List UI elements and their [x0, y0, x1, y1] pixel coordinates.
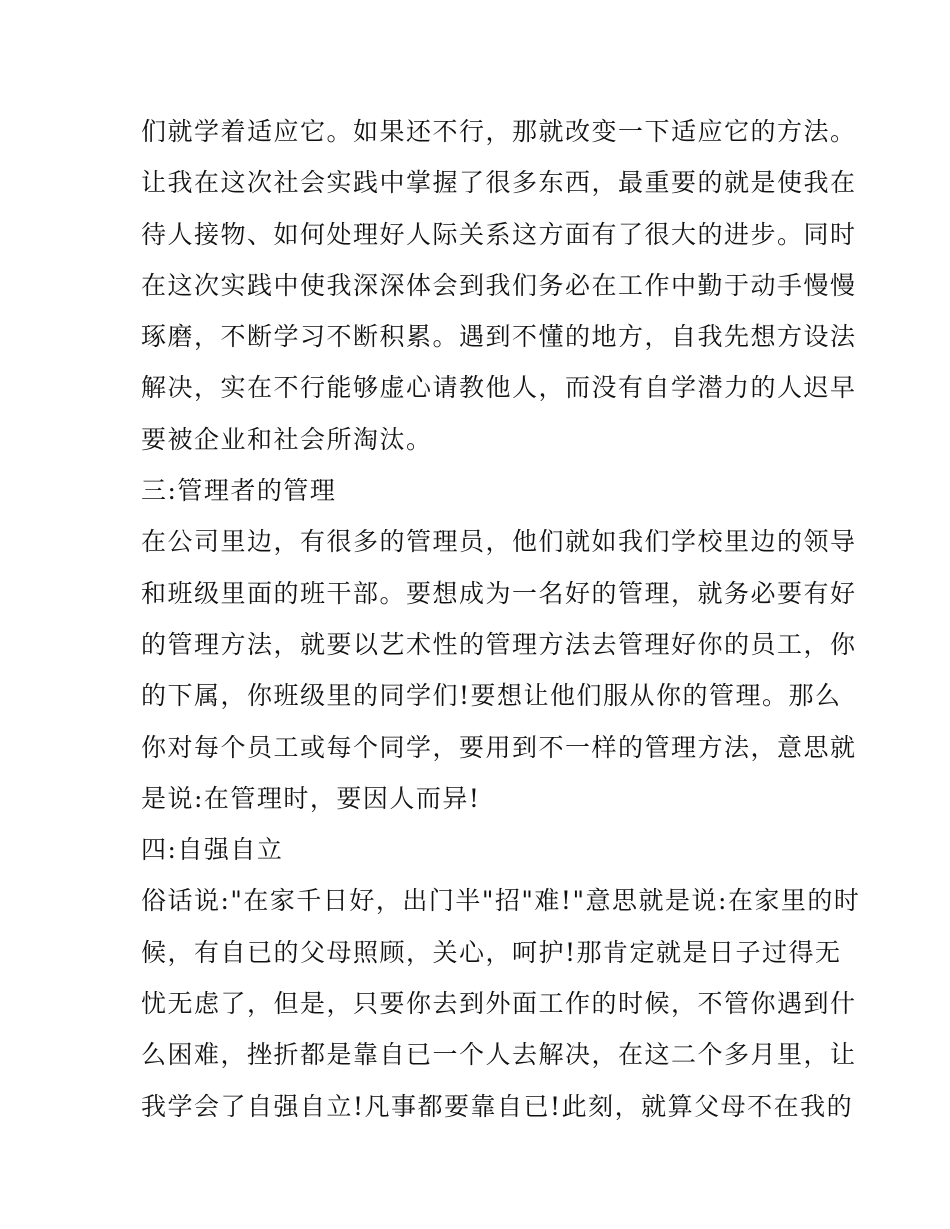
text-line: 忧无虑了，但是，只要你去到外面工作的时候，不管你遇到什: [141, 989, 857, 1019]
text-line: 解决，实在不行能够虚心请教他人，而没有自学潜力的人迟早: [141, 373, 857, 403]
text-line: 让我在这次社会实践中掌握了很多东西，最重要的就是使我在: [141, 168, 857, 198]
text-line: 和班级里面的班干部。要想成为一名好的管理，就务必要有好: [141, 578, 857, 608]
text-line: 候，有自已的父母照顾，关心，呵护!那肯定就是日子过得无: [141, 937, 842, 967]
text-line: 的管理方法，就要以艺术性的管理方法去管理好你的员工，你: [141, 629, 857, 659]
text-line: 在公司里边，有很多的管理员，他们就如我们学校里边的领导: [141, 527, 857, 557]
text-line: 在这次实践中使我深深体会到我们务必在工作中勤于动手慢慢: [141, 270, 857, 300]
text-line: 要被企业和社会所淘汰。: [141, 424, 433, 454]
text-line: 么困难，挫折都是靠自已一个人去解决，在这二个多月里，让: [141, 1040, 857, 1070]
text-line: 你对每个员工或每个同学，要用到不一样的管理方法，意思就: [141, 732, 857, 762]
text-line: 的下属，你班级里的同学们!要想让他们服从你的管理。那么: [141, 681, 842, 711]
text-line: 琢磨，不断学习不断积累。遇到不懂的地方，自我先想方设法: [141, 322, 857, 352]
text-line: 俗话说:"在家千日好，出门半"招"难!"意思就是说:在家里的时: [141, 886, 861, 916]
text-line: 我学会了自强自立!凡事都要靠自已!此刻，就算父母不在我的: [141, 1091, 854, 1121]
text-line: 是说:在管理时，要因人而异!: [141, 783, 481, 813]
text-line: 待人接物、如何处理好人际关系这方面有了很大的进步。同时: [141, 219, 857, 249]
body-text: [141, 106, 861, 1132]
section-heading: 三:管理者的管理: [141, 476, 337, 506]
section-heading: 四:自强自立: [141, 835, 284, 865]
text-line: 们就学着适应它。如果还不行，那就改变一下适应它的方法。: [141, 117, 857, 146]
